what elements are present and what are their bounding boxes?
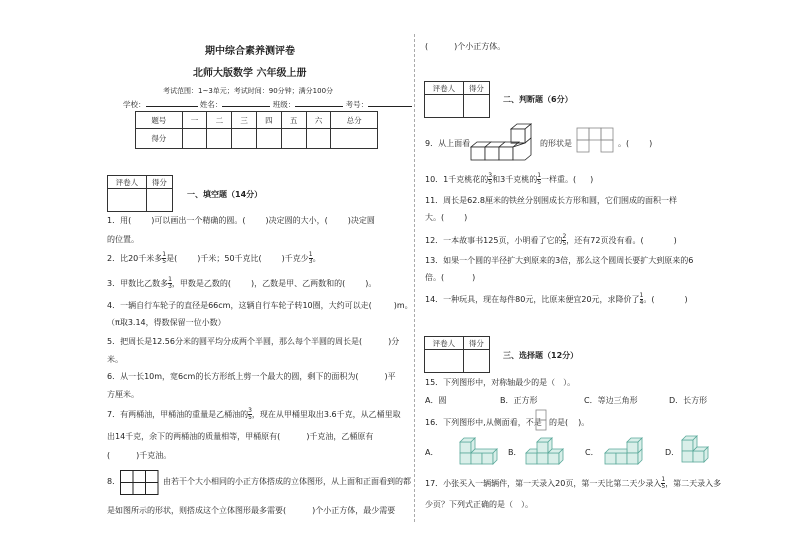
score-cell[interactable]	[256, 129, 281, 149]
score-cell[interactable]	[281, 129, 306, 149]
score-cell[interactable]	[331, 129, 378, 149]
question-8-number: 8．	[107, 477, 121, 486]
fraction: $\frac{3}{5}$	[488, 172, 493, 186]
question-11: 11．周长是62.8厘米的铁丝分别围成长方形和圆，它们围成的面积一样	[425, 196, 677, 205]
question-11-cont: 大。( )	[425, 213, 468, 222]
school-label: 学校：	[123, 100, 146, 109]
question-16-option-c-figure	[603, 436, 651, 468]
question-4-note: （π取3.14，得数保留一位小数）	[107, 318, 226, 327]
name-label: 姓名：	[199, 100, 223, 109]
score-head-cell: 总分	[331, 112, 378, 129]
grader-cell[interactable]	[425, 350, 464, 373]
question-15-option-b[interactable]: B．正方形	[500, 396, 538, 405]
question-17: 17．小张买入一辆辆件，第一天录入20页，第一天比第二天少录入 $\frac{1}{5}$ ，第二天录入多	[425, 476, 722, 490]
grade-cell[interactable]	[146, 189, 172, 212]
fraction: $\frac{1}{4}$	[639, 292, 644, 306]
exam-title: 期中综合素养测评卷	[205, 46, 295, 57]
score-row-label: 得分	[136, 129, 183, 149]
score-head-cell: 三	[232, 112, 257, 129]
question-12: 12．一本故事书125页，小明看了它的 $\frac{2}{5}$ ，还有72页没有看。( )	[425, 233, 677, 247]
grader-label: 评卷人	[425, 82, 464, 95]
fraction: $\frac{1}{3}$	[168, 276, 172, 290]
question-1-cont: 的位置。	[107, 235, 139, 244]
question-16-option-d-figure	[680, 434, 714, 468]
grader-cell[interactable]	[425, 95, 464, 118]
question-16-option-c[interactable]: C．	[585, 448, 599, 457]
fraction: $\frac{3}{5}$	[248, 407, 252, 421]
exam-meta: 考试范围：1~3单元；考试时间：90分钟；满分100分	[163, 87, 334, 95]
grade-label: 得分	[463, 82, 489, 95]
question-16-a: 16．下列图形中,从侧面看，不是	[425, 418, 542, 427]
question-16-option-b-figure	[524, 436, 570, 468]
question-10: 10．1千克桃花的 $\frac{3}{5}$ 和3千克桃的 $\frac{1}{5}$ 一样重。( )	[425, 172, 594, 186]
question-3: 3．甲数比乙数多 $\frac{1}{3}$ ，甲数是乙数的( )，乙数是甲、乙两数和的( )。	[107, 276, 377, 290]
question-7-end: ( )千克油。	[107, 451, 172, 460]
question-16-option-b[interactable]: B．	[508, 448, 522, 457]
question-5: 5．把周长是12.56分米的圆平均分成两个半圆，那么每个半圆的周长是( )分	[107, 337, 400, 346]
fraction: $\frac{1}{5}$	[537, 172, 542, 186]
question-8-end: ( )个小正方体。	[425, 42, 506, 51]
score-cell[interactable]	[306, 129, 331, 149]
question-16-b: 的是( )。	[549, 418, 590, 427]
question-8-figure	[120, 470, 160, 496]
question-16-option-d[interactable]: D．	[665, 448, 680, 457]
question-4: 4．一辆自行车轮子的直径是66cm，这辆自行车轮子转10圈，大约可以走( )m。	[107, 301, 413, 310]
grade-cell[interactable]	[463, 350, 489, 373]
question-15-option-d[interactable]: D．长方形	[669, 396, 708, 405]
question-15: 15．下列图形中，对称轴最少的是（ ）。	[425, 378, 576, 387]
score-head-cell: 四	[256, 112, 281, 129]
question-9-b: 的形状是	[540, 139, 572, 148]
question-14: 14．一种玩具，现在每件80元，比原来便宜20元，求降价了 $\frac{1}{4}$ 。( )	[425, 292, 688, 306]
student-info-row	[123, 100, 412, 109]
question-16-option-a[interactable]: A．	[425, 448, 439, 457]
number-label: 考号：	[345, 100, 369, 109]
fraction: $\frac{1}{5}$	[661, 476, 666, 490]
question-15-option-a[interactable]: A．圆	[425, 396, 447, 405]
column-divider	[414, 34, 415, 522]
score-head-cell: 二	[207, 112, 232, 129]
question-9-cube-stack	[470, 124, 536, 162]
question-5-cont: 米。	[107, 355, 123, 364]
section-fill-blank-title: 一、填空题（14分）	[187, 190, 263, 199]
fraction: $\frac{1}{3}$	[308, 251, 313, 265]
score-cell[interactable]	[182, 129, 207, 149]
grade-label: 得分	[146, 176, 172, 189]
question-8-cont: 是如图所示的形状，则搭成这个立体图形最多需要( )个小正方体，最少需要	[107, 506, 396, 515]
grade-label: 得分	[463, 337, 489, 350]
section-choice-title: 三、选择题（12分）	[503, 351, 579, 360]
question-9-top-view	[576, 127, 616, 153]
score-cell[interactable]	[232, 129, 257, 149]
class-label: 班级：	[272, 100, 296, 109]
score-table	[135, 111, 378, 149]
question-16-option-a-figure	[458, 436, 500, 468]
question-8: 由若干个大小相同的小正方体搭成的立体图形，从上面和正面看到的都	[163, 477, 411, 486]
question-7: 7．有两桶油，甲桶油的重量是乙桶油的 $\frac{3}{5}$ ，现在从甲桶里取出3.6千克，从乙桶里取	[107, 407, 401, 421]
question-16-side-view	[535, 409, 547, 431]
score-head-cell: 题号	[136, 112, 183, 129]
score-head-cell: 一	[182, 112, 207, 129]
question-13: 13．如果一个圆的半径扩大到原来的3倍，那么这个圆周长要扩大到原来的6	[425, 256, 694, 265]
question-1: 1．用( )可以画出一个精确的圆。( )决定圆的大小，( )决定圆	[107, 216, 375, 225]
question-6-cont: 方厘米。	[107, 390, 139, 399]
grader-label: 评卷人	[108, 176, 147, 189]
question-6: 6．从一长10m，宽6cm的长方形纸上剪一个最大的圆，剩下的面积为( )平	[107, 372, 396, 381]
question-2: 2．比20千米多 $\frac{1}{5}$ 是( )千米；50千克比( )千克少 $\frac{1}{3}$ 。	[107, 251, 321, 265]
question-7-cont: 出14千克，余下的两桶油的质量相等，甲桶原有( )千克油，乙桶原有	[107, 432, 374, 441]
question-13-cont: 倍。( )	[425, 273, 476, 282]
grader-box	[424, 336, 490, 373]
question-15-option-c[interactable]: C．等边三角形	[584, 396, 638, 405]
score-cell[interactable]	[207, 129, 232, 149]
grader-box	[424, 81, 490, 118]
fraction: $\frac{2}{5}$	[562, 233, 567, 247]
section-true-false-title: 二、判断题（6分）	[503, 95, 573, 104]
question-9-a: 9．从上面看	[425, 139, 471, 148]
grade-cell[interactable]	[463, 95, 489, 118]
exam-subtitle: 北师大版数学 六年级上册	[193, 68, 307, 79]
score-head-cell: 五	[281, 112, 306, 129]
grader-label: 评卷人	[425, 337, 464, 350]
question-9-c: 。( )	[618, 139, 653, 148]
score-head-cell: 六	[306, 112, 331, 129]
fraction: $\frac{1}{5}$	[162, 251, 167, 265]
grader-cell[interactable]	[108, 189, 147, 212]
grader-box	[107, 175, 173, 212]
question-17-cont: 少页？下列式正确的是（ ）。	[425, 500, 533, 509]
